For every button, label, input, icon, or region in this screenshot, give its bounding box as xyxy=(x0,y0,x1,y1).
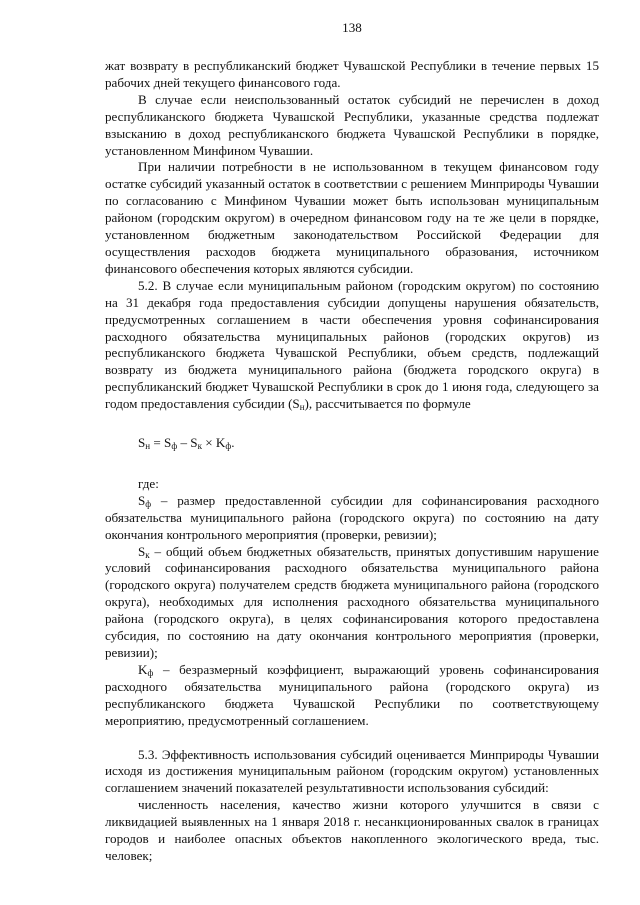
formula-subscript: ф xyxy=(171,441,178,452)
formula-subscript: ф xyxy=(225,441,232,452)
formula-subscript: к xyxy=(197,441,202,452)
paragraph: В случае если неиспользованный остаток субсидий не перечислен в доход республиканского бюджета Чувашской Республики, указанные средства подлежат взысканию в доход республиканского бюджета Чувашской Республики в порядке, установленном Минфином Чувашии. xyxy=(105,91,599,158)
formula-symbol: × K xyxy=(201,435,226,451)
paragraph-text: 5.2. В случае если муниципальным районом (городским округом) по состоянию на 31 декабря года предоставления субсидии допущены нарушения обязательств, предусмотренных соглашением в части обеспечения уровня софинансирования расходного обязательства муниципальных районов (городских округов) из республиканского бюджета Чувашской Республики, объем средств, подлежащий возврату из бюджета муниципального района (бюджета городского округа) в республиканский бюджет Чувашской Республики в срок до 1 июня года, следующего за годом предоставления субсидии (S xyxy=(105,277,599,412)
formula xyxy=(138,435,599,452)
subscript: н xyxy=(299,402,305,413)
definition-text: – общий объем бюджетных обязательств, принятых допустившим нарушение условий софинансирования расходного обязательства муниципального района (городского округа) получателем средств бюджета муниципального района (городского округа), необходимых для исполнения расходного обязательства муниципального района (городского округа), в целях софинансирования которого предоставлена субсидия, по состоянию на дату окончания контрольного мероприятия (проверки, ревизии); xyxy=(105,543,599,660)
formula-symbol: . xyxy=(231,435,235,451)
definition-symbol: K xyxy=(138,661,148,677)
paragraph-tail: ), рассчитывается по формуле xyxy=(304,396,471,412)
paragraph-5-3: 5.3. Эффективность использования субсидий оценивается Минприроды Чувашии исходя из достижения муниципальным районом (городским округом) установленных соглашением значений показателей результативности использования субсидий: xyxy=(105,746,599,796)
paragraph: жат возврату в республиканский бюджет Чувашской Республики в течение первых 15 рабочих дней текущего финансового года. xyxy=(105,58,599,90)
formula-symbol: – S xyxy=(177,435,198,451)
definition-subscript: ф xyxy=(147,667,154,678)
document-page xyxy=(105,20,599,865)
definition-subscript: ф xyxy=(145,498,152,509)
definition-text: – безразмерный коэффициент, выражающий уровень софинансирования расходного обязательства муниципального района (городского округа) из республиканского бюджета Чувашской Республики по соответствующему мероприятию, предусмотренный соглашением. xyxy=(105,661,599,728)
definition-symbol: S xyxy=(138,492,146,508)
definition-symbol: S xyxy=(138,543,146,559)
paragraph: При наличии потребности в не использованном в текущем финансовом году остатке субсидий указанный остаток в соответствии с решением Минприроды Чувашии по согласованию с Минфином Чувашии может быть использован муниципальным районом (городским округом) в очередном финансовом году на те же цели в порядке, установленном бюджетным законодательством Российской Федерации для осуществления расходов бюджета муниципального образования, источником финансового обеспечения которых являются субсидии. xyxy=(105,159,599,276)
formula-symbol: = S xyxy=(150,435,172,451)
definition-text: – размер предоставленной субсидии для софинансирования расходного обязательства муниципального района (городского округа) по состоянию на дату окончания контрольного мероприятия (проверки, ревизии); xyxy=(105,492,599,542)
definition-subscript: к xyxy=(145,549,150,560)
paragraph-5-2 xyxy=(105,278,599,413)
definition-s-k xyxy=(105,544,599,662)
formula-symbol: S xyxy=(138,435,146,451)
where-label: где: xyxy=(138,475,159,491)
spacer xyxy=(105,730,599,747)
definition-s-f xyxy=(105,493,599,544)
formula-subscript: н xyxy=(145,441,151,452)
definition-k-f xyxy=(105,662,599,730)
page-number: 138 xyxy=(342,20,362,35)
paragraph: численность населения, качество жизни которого улучшится в связи с ликвидацией выявленных на 1 января 2018 г. несанкционированных свалок в границах городов и наиболее опасных объектов накопленного экологического вреда, тыс. человек; xyxy=(105,797,599,863)
